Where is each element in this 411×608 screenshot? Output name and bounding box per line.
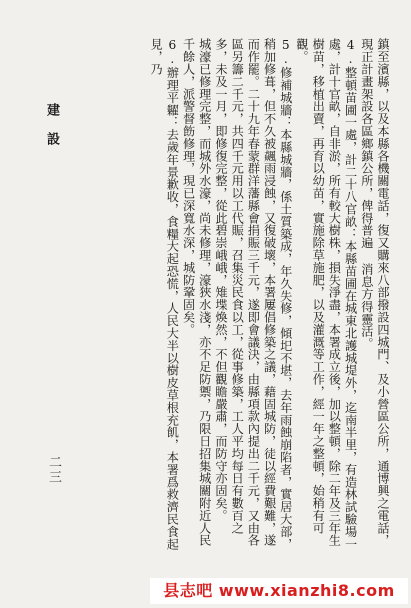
running-head-subtitle: 設 [44, 132, 59, 161]
body-text [61, 38, 391, 558]
paragraph-telephone: 鎮至濱縣，以及本縣各機關電話，復又購來八部撥設四城門、及小營區公所，通博興之電話，現正計畫架設各區鄉鎮公所，俾得普遍 消息方得靈活。 [359, 38, 390, 547]
paragraph-nursery: 4.整頓苗圃一處，計二十八官畝：本縣苗圃在城東北護城堤外，迄南半里，有造林試驗場一處，計十官畝，自非淤，所有較大樹株，損失淨盡，本署成立後，加以整頓，除二年及三年生樹苗，移植出賣，再育以幼苗，實施除草施肥，以及灌溉等工作，經一年之整頓，始稍有可觀。 [294, 38, 358, 550]
paragraph-city-wall: 5.修補城牆：本縣城牆，係土質築成，年久失修，傾圯不堪，去年雨蝕崩陷者，實居大部，稍加修葺，但不久被飆雨浸蝕，又復破壞，本署屢倡修築之議，藉固城防，徒以經費艱難，遂而作罷。二十九年春蒙群洋藩縣會捐賑三千元，遂即會議決，由縣項款內提出二千元，又由各區另籌二千元，共四千元用以工代賑，召集災民食以工，從事修築，工人平均每日有數百之多，未及一月，即修復完整，從此碧崇峨峨，雉堞煥然，不但觀瞻嚴肅，而防守亦固矣。 [213, 38, 293, 550]
running-head [42, 103, 61, 161]
site-watermark: 县志吧 www.xianzhi8.com [150, 578, 408, 604]
page-number: 二三 [46, 455, 61, 485]
paragraph-grain: 6.辦理平糶：去歲年景歉收，食糧大起恐慌，人民大半以樹皮草根充飢，本署爲救濟民食起見，乃 [149, 38, 180, 550]
running-head-title: 建 [44, 103, 59, 132]
paragraph-moat: 城濠已修理完整，而城外水濠，尚未修理，濠狹水淺，亦不足防禦，乃限日招集城關附近人民千餘人，派警督飭修理，現已深寬水深，城防鞏固矣。 [181, 38, 212, 547]
